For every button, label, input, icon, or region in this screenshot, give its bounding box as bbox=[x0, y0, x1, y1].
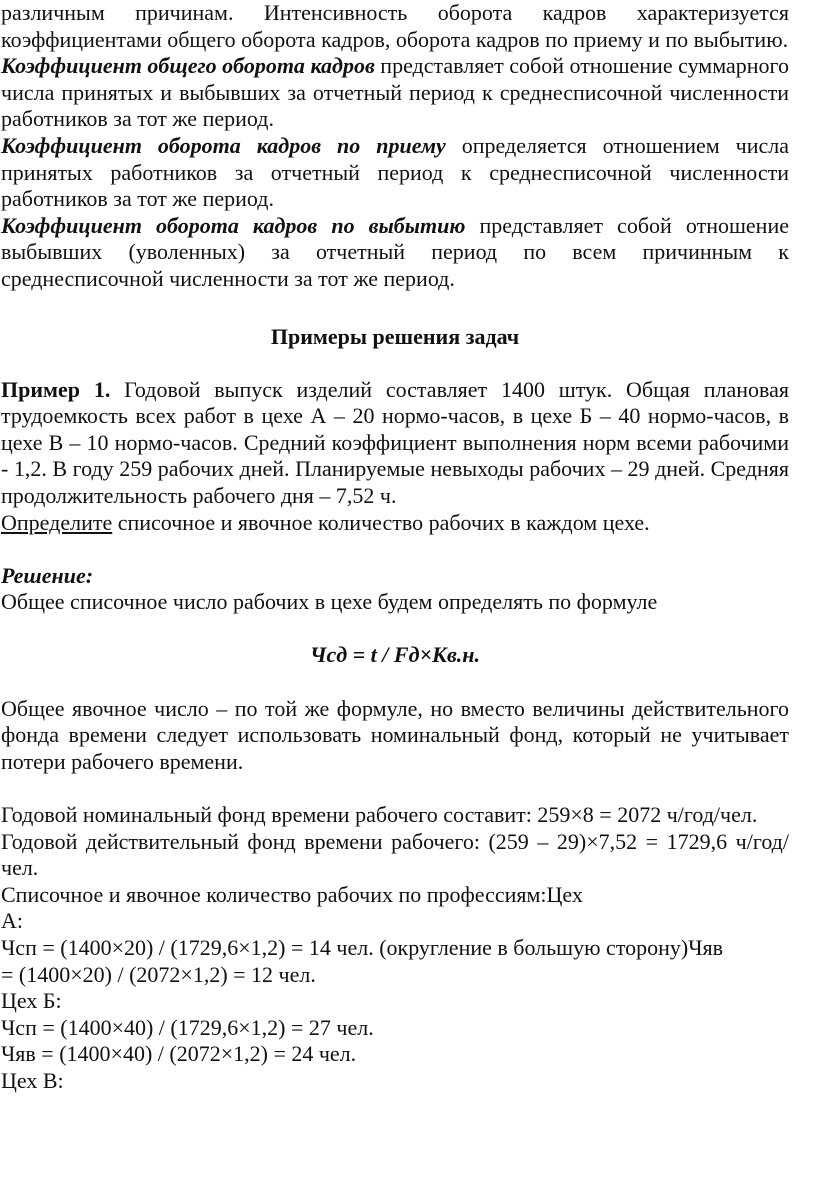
task-verb: Определите bbox=[1, 509, 113, 535]
formula: Чсд = t / Fд×Кв.н. bbox=[310, 642, 480, 668]
solution-intro: Общее списочное число рабочих в цехе будем определять по формуле bbox=[1, 589, 658, 615]
example-statement bbox=[1, 377, 789, 510]
definition-text: определяется отношением числа принятых работников за отчетный период к среднесписочной численности работников за тот же период. bbox=[1, 132, 789, 212]
definition-text: представляет собой отношение выбывших (уволенных) за отчетный период по всем причинным к среднесписочной численности за тот же период. bbox=[1, 212, 789, 291]
calc-line: Цех Б: bbox=[1, 988, 62, 1014]
calc-line: Цех В: bbox=[1, 1067, 64, 1093]
calc-line: А: bbox=[1, 908, 23, 934]
definition-term: Коэффициент оборота кадров по приему bbox=[1, 132, 446, 158]
definition-term: Коэффициент общего оборота кадров bbox=[1, 53, 375, 79]
calc-line: Чсп = (1400×20) / (1729,6×1,2) = 14 чел. (округление в большую сторону)Чяв bbox=[1, 935, 724, 960]
nominal-fund-paragraph: Годовой номинальный фонд времени рабочего составит: 259×8 = 2072 ч/год/чел. bbox=[1, 802, 758, 828]
definition-general-turnover bbox=[1, 53, 789, 133]
section-heading: Примеры решения задач bbox=[270, 323, 520, 349]
example-task bbox=[1, 510, 789, 537]
actual-fund-paragraph: Годовой действительный фонд времени рабочего: (259 – 29)×7,52 = 1729,6 ч/год/чел. bbox=[1, 828, 789, 881]
intro-paragraph: различным причинам. Интенсивность оборота кадров характеризуется коэффициентами общего оборота кадров, оборота кадров по приему и по выбытию. bbox=[1, 0, 789, 52]
example-label: Пример 1. bbox=[1, 376, 111, 402]
solution-label: Решение: bbox=[1, 562, 94, 588]
calc-line: Списочное и явочное количество рабочих по профессиям:Цех bbox=[1, 881, 583, 907]
definition-attrition-turnover bbox=[1, 213, 789, 293]
definition-text: представляет собой отношение суммарного числа принятых и выбывших за отчетный период к среднесписочной численности работников за тот же период. bbox=[1, 53, 789, 132]
example-text: Годовой выпуск изделий составляет 1400 штук. Общая плановая трудоемкость всех работ в цехе А – 20 нормо-часов, в цехе Б – 40 нормо-часов, в цехе В – 10 нормо-часов. Средний коэффициент выполнения норм всеми рабочими - 1,2. В году 259 рабочих дней. Планируемые невыходы рабочих – 29 дней. Средняя продолжительность рабочего дня – 7,52 ч. bbox=[1, 376, 790, 508]
calc-line: = (1400×20) / (2072×1,2) = 12 чел. bbox=[1, 961, 316, 987]
definition-hiring-turnover bbox=[1, 133, 789, 213]
calc-line: Чсп = (1400×40) / (1729,6×1,2) = 27 чел. bbox=[1, 1014, 374, 1040]
definition-term: Коэффициент оборота кадров по выбытию bbox=[1, 212, 466, 238]
calc-line: Чяв = (1400×40) / (2072×1,2) = 24 чел. bbox=[1, 1041, 357, 1067]
task-rest: списочное и явочное количество рабочих в каждом цехе. bbox=[112, 509, 650, 535]
yavochnoe-paragraph: Общее явочное число – по той же формуле, но вместо величины действительного фонда времени следует использовать номинальный фонд, который не учитывает потери рабочего времени. bbox=[1, 695, 789, 774]
